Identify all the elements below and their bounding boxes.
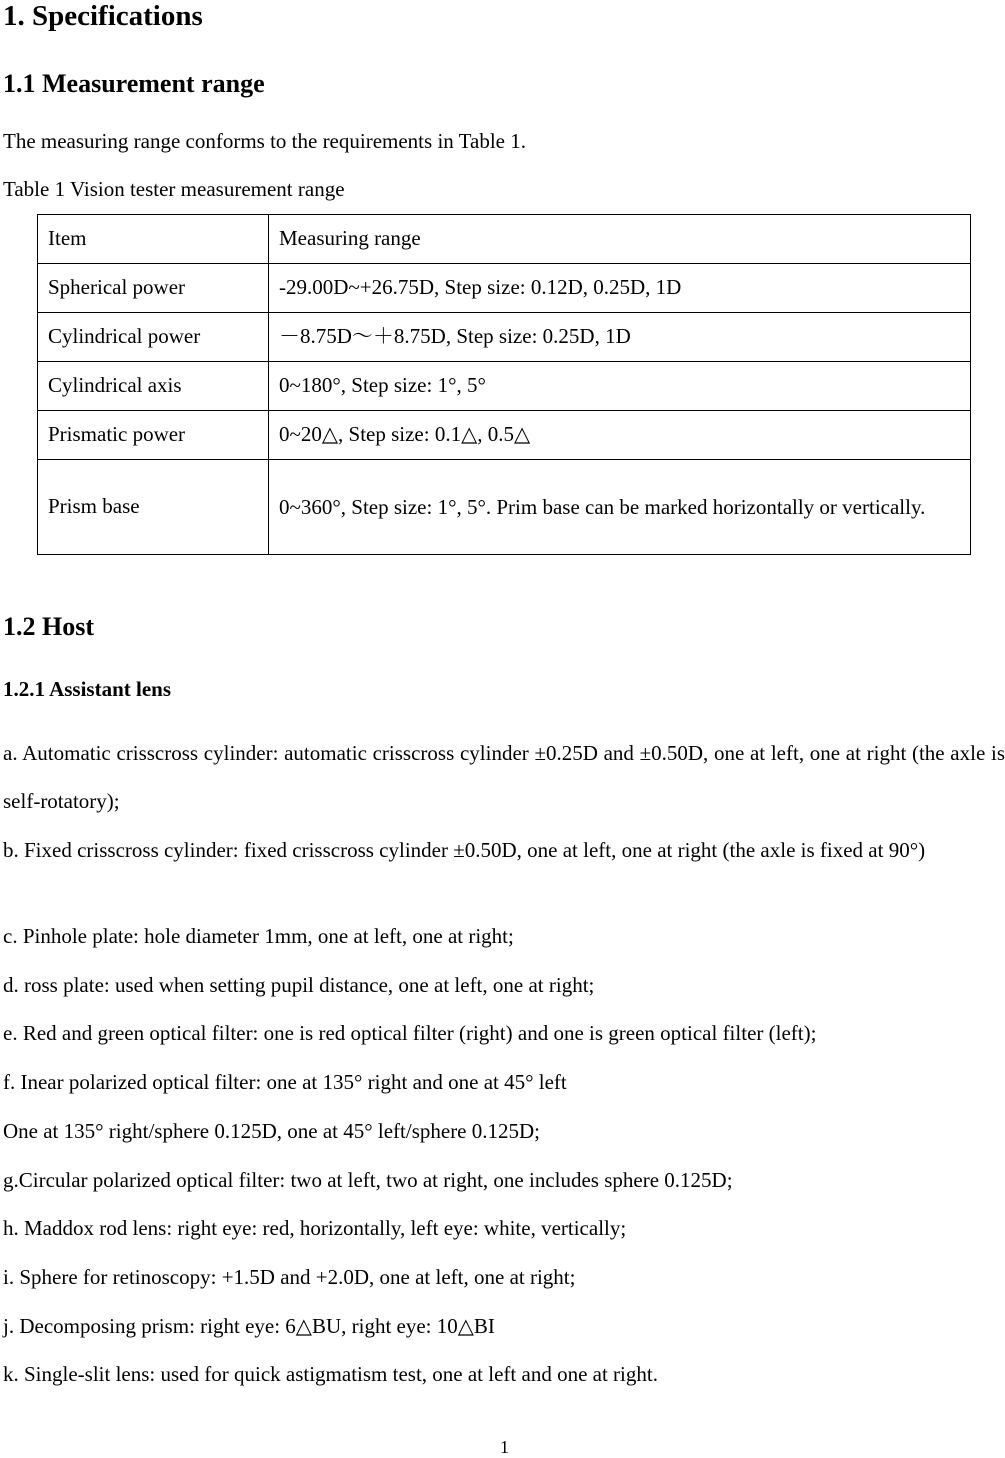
list-item: k. Single-slit lens: used for quick astigmatism test, one at left and one at right. <box>3 1362 658 1386</box>
table-cell: 0~360°, Step size: 1°, 5°. Prim base can be marked horizontally or vertically. <box>269 460 971 555</box>
table-header-cell: Measuring range <box>269 215 971 264</box>
list-item: c. Pinhole plate: hole diameter 1mm, one at left, one at right; <box>3 924 514 948</box>
intro-paragraph: The measuring range conforms to the requirements in Table 1. <box>3 129 526 153</box>
list-item: e. Red and green optical filter: one is red optical filter (right) and one is green optical filter (left); <box>3 1021 817 1045</box>
section-heading-host: 1.2 Host <box>3 612 94 641</box>
table-cell: 0~20△, Step size: 0.1△, 0.5△ <box>269 411 971 460</box>
list-item: a. Automatic crisscross cylinder: automatic crisscross cylinder ±0.25D and ±0.50D, one at left, one at right (the axle is self-rotatory); <box>3 741 1005 813</box>
section-heading-measurement-range: 1.1 Measurement range <box>3 69 265 98</box>
list-item: f. Inear polarized optical filter: one at 135° right and one at 45° left <box>3 1070 567 1094</box>
measurement-range-table <box>37 214 971 555</box>
list-item: g.Circular polarized optical filter: two at left, two at right, one includes sphere 0.125D; <box>3 1168 733 1192</box>
list-item: i. Sphere for retinoscopy: +1.5D and +2.0D, one at left, one at right; <box>3 1265 576 1289</box>
list-item: h. Maddox rod lens: right eye: red, horizontally, left eye: white, vertically; <box>3 1216 627 1240</box>
table-cell: Cylindrical power <box>38 313 269 362</box>
table-cell: －8.75D～＋8.75D, Step size: 0.25D, 1D <box>269 313 971 362</box>
table-row <box>38 362 971 411</box>
list-item: b. Fixed crisscross cylinder: fixed crisscross cylinder ±0.50D, one at left, one at right (the axle is fixed at 90°) <box>3 838 926 862</box>
table-row <box>38 460 971 555</box>
page-number: 1 <box>500 1437 509 1457</box>
table-cell: -29.00D~+26.75D, Step size: 0.12D, 0.25D, 1D <box>269 264 971 313</box>
list-item: j. Decomposing prism: right eye: 6△BU, right eye: 10△BI <box>3 1314 495 1338</box>
table-header-cell: Item <box>38 215 269 264</box>
table-cell: 0~180°, Step size: 1°, 5° <box>269 362 971 411</box>
table-row <box>38 264 971 313</box>
table-cell: Prism base <box>38 460 269 555</box>
table-cell: Spherical power <box>38 264 269 313</box>
table-cell: Cylindrical axis <box>38 362 269 411</box>
table-row <box>38 411 971 460</box>
table-row <box>38 313 971 362</box>
subsection-heading-assistant-lens: 1.2.1 Assistant lens <box>3 677 172 701</box>
list-item: One at 135° right/sphere 0.125D, one at 45° left/sphere 0.125D; <box>3 1119 541 1143</box>
page-title: 1. Specifications <box>3 0 203 32</box>
table-caption: Table 1 Vision tester measurement range <box>3 177 345 201</box>
list-item: d. ross plate: used when setting pupil distance, one at left, one at right; <box>3 973 595 997</box>
table-header-row <box>38 215 971 264</box>
table-cell: Prismatic power <box>38 411 269 460</box>
